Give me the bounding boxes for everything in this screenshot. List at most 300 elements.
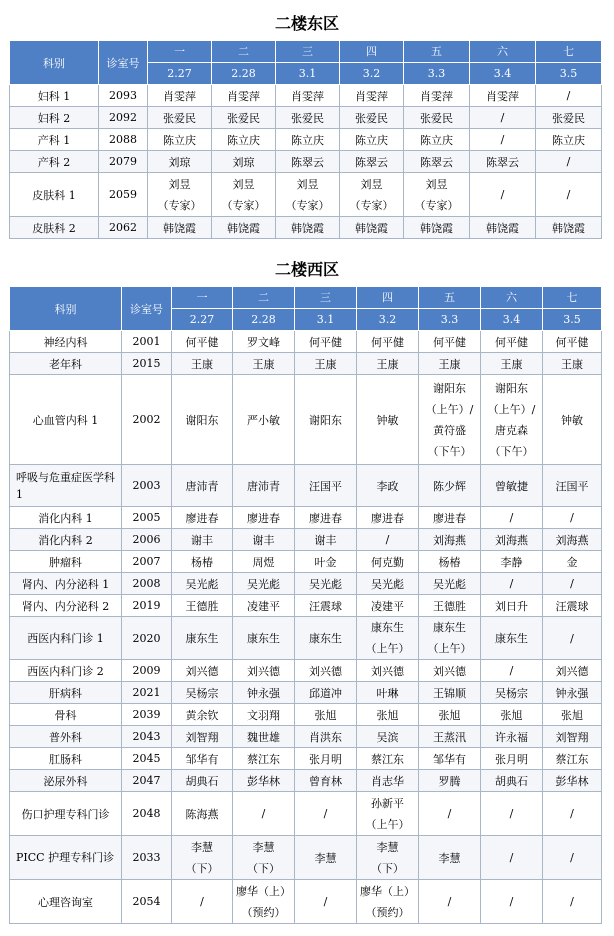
column-header-weekday: 六 xyxy=(470,41,536,63)
column-header-weekday: 五 xyxy=(404,41,470,63)
room-number-cell: 2054 xyxy=(122,880,172,924)
doctor-cell xyxy=(419,682,481,704)
doctor-cell-line: 钟敏 xyxy=(376,413,399,427)
dept-cell: PICC 护理专科门诊 xyxy=(10,836,122,880)
column-header-date: 3.3 xyxy=(419,309,481,331)
doctor-cell xyxy=(419,529,481,551)
doctor-cell xyxy=(481,573,543,595)
table-row xyxy=(10,353,602,375)
table-row xyxy=(10,107,602,129)
doctor-cell xyxy=(233,836,295,880)
doctor-cell-line: / xyxy=(570,511,574,524)
doctor-cell xyxy=(295,375,357,465)
column-header-weekday: 四 xyxy=(357,287,419,309)
dept-cell: 肾内、内分泌科 2 xyxy=(10,595,122,617)
doctor-cell-line: / xyxy=(500,188,505,201)
doctor-cell xyxy=(543,792,602,836)
doctor-cell xyxy=(481,660,543,682)
doctor-cell-line: 何平健 xyxy=(495,335,528,349)
table-row xyxy=(10,507,602,529)
dept-cell: 肝病科 xyxy=(10,682,122,704)
doctor-cell-line: 陈立庆 xyxy=(291,133,324,147)
doctor-cell-line: 金 xyxy=(566,555,578,569)
doctor-cell xyxy=(172,529,233,551)
doctor-cell-line: 谢丰 xyxy=(191,533,213,547)
doctor-cell-line: 韩饶霞 xyxy=(291,221,324,235)
dept-cell: 呼吸与危重症医学科 1 xyxy=(10,465,122,507)
doctor-cell xyxy=(233,792,295,836)
doctor-cell xyxy=(276,129,340,151)
doctor-cell xyxy=(295,465,357,507)
doctor-cell-line: 刘昱 xyxy=(232,177,255,191)
doctor-cell-line: 钟永强 xyxy=(247,686,280,700)
doctor-cell xyxy=(340,217,404,239)
doctor-cell-line: （下午） xyxy=(427,444,472,458)
column-header-weekday: 六 xyxy=(481,287,543,309)
doctor-cell xyxy=(172,551,233,573)
room-number-cell: 2005 xyxy=(122,507,172,529)
doctor-cell xyxy=(233,529,295,551)
doctor-cell-line: 王德胜 xyxy=(433,599,466,613)
column-header-date: 3.4 xyxy=(481,309,543,331)
doctor-cell-line: 廖进春 xyxy=(309,511,342,525)
doctor-cell xyxy=(481,551,543,573)
table-row xyxy=(10,173,602,217)
doctor-cell xyxy=(419,551,481,573)
room-number-cell: 2062 xyxy=(99,217,148,239)
doctor-cell xyxy=(172,331,233,353)
doctor-cell-line: 谢丰 xyxy=(252,533,275,547)
table-row xyxy=(10,85,602,107)
doctor-cell xyxy=(536,217,602,239)
doctor-cell xyxy=(419,595,481,617)
doctor-cell-line: 胡典石 xyxy=(495,774,528,788)
room-number-cell: 2045 xyxy=(122,748,172,770)
column-header-room: 诊室号 xyxy=(99,41,148,85)
doctor-cell-line: 吴滨 xyxy=(376,730,399,744)
west-schedule-table xyxy=(9,286,602,924)
doctor-cell xyxy=(276,151,340,173)
doctor-cell-line: 谢阳东 xyxy=(433,381,466,395)
column-header-date: 3.1 xyxy=(276,63,340,85)
doctor-cell xyxy=(357,529,419,551)
doctor-cell xyxy=(357,704,419,726)
doctor-cell-line: 刘海燕 xyxy=(433,533,466,547)
doctor-cell-line: / xyxy=(570,631,574,645)
doctor-cell-line: 刘兴德 xyxy=(185,664,219,678)
doctor-cell-line: 李慧 xyxy=(314,851,337,865)
dept-cell: 消化内科 2 xyxy=(10,529,122,551)
doctor-cell-line: 李慧 xyxy=(191,840,213,854)
table-row xyxy=(10,529,602,551)
doctor-cell-line: / xyxy=(200,895,204,908)
doctor-cell-line: 肖雯萍 xyxy=(420,89,453,103)
doctor-cell xyxy=(481,465,543,507)
doctor-cell-line: 罗腾 xyxy=(438,774,461,788)
doctor-cell xyxy=(357,465,419,507)
doctor-cell-line: 吴光彪 xyxy=(433,577,466,591)
doctor-cell-line: 陈立庆 xyxy=(163,133,196,147)
table-row xyxy=(10,217,602,239)
doctor-cell-line: 文羽翔 xyxy=(247,708,280,722)
doctor-cell-line: 谢阳东 xyxy=(309,413,342,427)
doctor-cell-line: 叶琳 xyxy=(376,686,399,700)
doctor-cell-line: 刘兴德 xyxy=(309,664,342,678)
doctor-cell-line: 张月明 xyxy=(495,752,528,766)
doctor-cell-line: 凌建平 xyxy=(371,599,404,613)
doctor-cell-line: 张旭 xyxy=(561,708,583,722)
doctor-cell xyxy=(357,660,419,682)
doctor-cell xyxy=(419,331,481,353)
room-number-cell: 2002 xyxy=(122,375,172,465)
doctor-cell xyxy=(543,551,602,573)
doctor-cell xyxy=(357,682,419,704)
room-number-cell: 2001 xyxy=(122,331,172,353)
doctor-cell xyxy=(295,507,357,529)
doctor-cell xyxy=(419,375,481,465)
doctor-cell xyxy=(295,836,357,880)
doctor-cell xyxy=(481,682,543,704)
doctor-cell xyxy=(340,85,404,107)
doctor-cell-line: 韩饶霞 xyxy=(552,221,585,235)
doctor-cell xyxy=(536,173,602,217)
doctor-cell xyxy=(357,726,419,748)
doctor-cell xyxy=(233,704,295,726)
doctor-cell xyxy=(357,507,419,529)
doctor-cell xyxy=(543,726,602,748)
doctor-cell-line: / xyxy=(385,533,390,546)
doctor-cell-line: （下） xyxy=(371,861,404,875)
doctor-cell-line: 韩饶霞 xyxy=(420,221,453,235)
doctor-cell-line: 罗文峰 xyxy=(247,335,280,349)
west-table-body xyxy=(10,331,602,924)
doctor-cell-line: 吴光彪 xyxy=(309,577,342,591)
doctor-cell xyxy=(419,617,481,660)
doctor-cell-line: （上午） xyxy=(365,817,410,831)
doctor-cell xyxy=(172,375,233,465)
doctor-cell xyxy=(543,573,602,595)
doctor-cell xyxy=(172,792,233,836)
doctor-cell-line: 谢阳东 xyxy=(185,413,219,427)
doctor-cell xyxy=(481,836,543,880)
dept-cell: 骨科 xyxy=(10,704,122,726)
doctor-cell xyxy=(172,880,233,924)
doctor-cell-line: 廖进春 xyxy=(433,511,466,525)
doctor-cell-line: 汪国平 xyxy=(555,479,589,493)
doctor-cell-line: 廖华（上） xyxy=(236,884,291,898)
doctor-cell xyxy=(543,353,602,375)
doctor-cell-line: 李慧 xyxy=(252,840,275,854)
dept-cell: 神经内科 xyxy=(10,331,122,353)
doctor-cell xyxy=(295,880,357,924)
room-number-cell: 2047 xyxy=(122,770,172,792)
doctor-cell-line: 钟永强 xyxy=(555,686,589,700)
doctor-cell xyxy=(295,617,357,660)
doctor-cell xyxy=(470,151,536,173)
doctor-cell xyxy=(212,151,276,173)
doctor-cell xyxy=(233,880,295,924)
doctor-cell-line: 韩饶霞 xyxy=(355,221,388,235)
doctor-cell xyxy=(419,660,481,682)
doctor-cell xyxy=(148,129,212,151)
doctor-cell-line: （上午）/ xyxy=(425,402,474,416)
doctor-cell-line: / xyxy=(570,895,574,908)
doctor-cell xyxy=(172,682,233,704)
room-number-cell: 2033 xyxy=(122,836,172,880)
column-header-weekday: 三 xyxy=(295,287,357,309)
doctor-cell-line: 韩饶霞 xyxy=(227,221,260,235)
doctor-cell xyxy=(419,880,481,924)
doctor-cell-line: 韩饶霞 xyxy=(163,221,196,235)
doctor-cell xyxy=(357,770,419,792)
doctor-cell-line: / xyxy=(509,895,514,908)
doctor-cell xyxy=(470,129,536,151)
doctor-cell xyxy=(233,660,295,682)
header-row xyxy=(10,287,602,309)
table-row xyxy=(10,748,602,770)
doctor-cell xyxy=(419,792,481,836)
doctor-cell-line: 曾敏捷 xyxy=(495,479,528,493)
doctor-cell-line: 廖进春 xyxy=(185,511,219,525)
column-header-date: 2.28 xyxy=(233,309,295,331)
doctor-cell xyxy=(233,507,295,529)
table-row xyxy=(10,129,602,151)
doctor-cell-line: 康东生 xyxy=(185,632,219,645)
doctor-cell-line: 钟敏 xyxy=(561,413,583,427)
doctor-cell xyxy=(233,595,295,617)
doctor-cell xyxy=(233,748,295,770)
dept-cell: 普外科 xyxy=(10,726,122,748)
doctor-cell-line: 张旭 xyxy=(500,708,523,722)
column-header-date: 3.1 xyxy=(295,309,357,331)
doctor-cell xyxy=(172,617,233,660)
doctor-cell-line: 蔡江东 xyxy=(371,752,404,766)
doctor-cell xyxy=(470,85,536,107)
doctor-cell-line: / xyxy=(261,807,266,820)
doctor-cell-line: / xyxy=(509,577,514,590)
doctor-cell-line: 刘昱 xyxy=(168,177,191,191)
doctor-cell xyxy=(543,836,602,880)
west-table-header xyxy=(10,287,602,331)
doctor-cell-line: 廖进春 xyxy=(371,511,404,525)
room-number-cell: 2039 xyxy=(122,704,172,726)
doctor-cell-line: 肖志华 xyxy=(371,774,404,788)
doctor-cell xyxy=(233,573,295,595)
room-number-cell: 2008 xyxy=(122,573,172,595)
doctor-cell xyxy=(481,507,543,529)
doctor-cell-line: 陈翠云 xyxy=(486,155,519,169)
doctor-cell-line: 陈立庆 xyxy=(227,133,260,147)
doctor-cell xyxy=(419,465,481,507)
dept-cell: 妇科 1 xyxy=(10,85,99,107)
table-row xyxy=(10,573,602,595)
doctor-cell-line: 王康 xyxy=(376,357,399,371)
doctor-cell-line: 肖雯萍 xyxy=(227,89,260,103)
table-row xyxy=(10,375,602,465)
doctor-cell xyxy=(295,529,357,551)
doctor-cell-line: （专家） xyxy=(349,198,394,212)
doctor-cell xyxy=(276,173,340,217)
doctor-cell xyxy=(543,748,602,770)
column-header-weekday: 二 xyxy=(233,287,295,309)
room-number-cell: 2092 xyxy=(99,107,148,129)
doctor-cell-line: 廖进春 xyxy=(247,511,280,525)
doctor-cell xyxy=(357,551,419,573)
doctor-cell-line: 李静 xyxy=(500,555,523,569)
doctor-cell-line: 王蒸汛 xyxy=(433,730,466,744)
doctor-cell-line: 何克勤 xyxy=(371,555,404,569)
doctor-cell-line: 吴光彪 xyxy=(371,577,404,591)
doctor-cell xyxy=(295,682,357,704)
doctor-cell-line: 周煜 xyxy=(252,555,275,569)
doctor-cell xyxy=(233,617,295,660)
doctor-cell xyxy=(404,129,470,151)
doctor-cell-line: 杨椿 xyxy=(438,555,461,569)
doctor-cell xyxy=(172,836,233,880)
doctor-cell xyxy=(276,85,340,107)
column-header-weekday: 一 xyxy=(172,287,233,309)
doctor-cell-line: 唐沛青 xyxy=(185,479,219,493)
doctor-cell-line: / xyxy=(509,851,514,864)
doctor-cell-line: 王康 xyxy=(191,357,213,371)
dept-cell: 消化内科 1 xyxy=(10,507,122,529)
doctor-cell xyxy=(340,129,404,151)
doctor-cell xyxy=(419,770,481,792)
doctor-cell-line: / xyxy=(500,111,505,124)
doctor-cell xyxy=(470,107,536,129)
east-table-header xyxy=(10,41,602,85)
doctor-cell-line: 蔡江东 xyxy=(247,752,280,766)
doctor-cell xyxy=(172,353,233,375)
table-row xyxy=(10,880,602,924)
doctor-cell-line: 陈立庆 xyxy=(420,133,453,147)
doctor-cell xyxy=(357,353,419,375)
doctor-cell xyxy=(481,617,543,660)
doctor-cell-line: / xyxy=(323,807,328,820)
doctor-cell-line: / xyxy=(509,807,514,820)
doctor-cell-line: 邱道冲 xyxy=(309,686,342,700)
doctor-cell-line: （预约） xyxy=(365,905,410,919)
doctor-cell xyxy=(357,880,419,924)
doctor-cell-line: （专家） xyxy=(221,198,266,212)
doctor-cell-line: （下） xyxy=(247,861,280,875)
doctor-cell-line: 李慧 xyxy=(438,851,461,865)
doctor-cell-line: 张旭 xyxy=(376,708,399,722)
doctor-cell xyxy=(233,331,295,353)
table-row xyxy=(10,465,602,507)
doctor-cell-line: 张爱民 xyxy=(420,111,453,125)
doctor-cell xyxy=(172,748,233,770)
room-number-cell: 2079 xyxy=(99,151,148,173)
doctor-cell-line: 刘昱 xyxy=(296,177,319,191)
doctor-cell-line: 刘日升 xyxy=(495,599,528,613)
doctor-cell xyxy=(543,682,602,704)
column-header-weekday: 七 xyxy=(536,41,602,63)
doctor-cell-line: 陈立庆 xyxy=(552,133,585,147)
doctor-cell-line: 刘海燕 xyxy=(555,533,589,547)
doctor-cell xyxy=(419,836,481,880)
doctor-cell xyxy=(295,595,357,617)
dept-cell: 老年科 xyxy=(10,353,122,375)
doctor-cell-line: 刘智翔 xyxy=(555,730,589,744)
doctor-cell-line: （专家） xyxy=(414,198,459,212)
doctor-cell-line: 刘兴德 xyxy=(433,664,466,678)
doctor-cell xyxy=(543,465,602,507)
doctor-cell-line: / xyxy=(566,188,571,201)
doctor-cell xyxy=(295,704,357,726)
doctor-cell-line: 王德胜 xyxy=(185,599,219,613)
doctor-cell-line: 张爱民 xyxy=(355,111,388,125)
doctor-cell-line: 何平健 xyxy=(555,335,589,349)
doctor-cell xyxy=(357,573,419,595)
doctor-cell xyxy=(536,107,602,129)
column-header-dept: 科别 xyxy=(10,41,99,85)
doctor-cell xyxy=(172,704,233,726)
doctor-cell-line: 康东生 xyxy=(371,621,404,634)
doctor-cell-line: 黄符盛 xyxy=(433,423,466,437)
doctor-cell xyxy=(419,726,481,748)
doctor-cell xyxy=(212,107,276,129)
doctor-cell-line: 刘智翔 xyxy=(185,730,219,744)
doctor-cell xyxy=(543,660,602,682)
doctor-cell-line: （下午） xyxy=(489,444,534,458)
doctor-cell xyxy=(340,107,404,129)
doctor-cell xyxy=(148,85,212,107)
doctor-cell-line: / xyxy=(566,89,571,102)
dept-cell: 产科 1 xyxy=(10,129,99,151)
doctor-cell-line: （上午） xyxy=(365,642,410,655)
doctor-cell xyxy=(172,507,233,529)
doctor-cell-line: 张旭 xyxy=(314,708,337,722)
doctor-cell xyxy=(419,507,481,529)
table-row xyxy=(10,770,602,792)
doctor-cell-line: 刘昱 xyxy=(425,177,448,191)
doctor-cell xyxy=(233,353,295,375)
doctor-cell xyxy=(172,660,233,682)
column-header-weekday: 四 xyxy=(340,41,404,63)
doctor-cell-line: 凌建平 xyxy=(247,599,280,613)
doctor-cell-line: / xyxy=(447,807,452,820)
dept-cell: 心血管内科 1 xyxy=(10,375,122,465)
doctor-cell-line: （预约） xyxy=(241,905,286,919)
doctor-cell-line: 彭华林 xyxy=(247,774,280,788)
doctor-cell xyxy=(172,726,233,748)
column-header-weekday: 二 xyxy=(212,41,276,63)
doctor-cell-line: （专家） xyxy=(285,198,330,212)
doctor-cell xyxy=(536,129,602,151)
doctor-cell-line: 陈翠云 xyxy=(355,155,388,169)
doctor-cell-line: 吴杨宗 xyxy=(185,686,219,700)
doctor-cell-line: 汪震球 xyxy=(309,599,342,613)
room-number-cell: 2021 xyxy=(122,682,172,704)
doctor-cell-line: 谢丰 xyxy=(314,533,337,547)
doctor-cell xyxy=(295,792,357,836)
doctor-cell xyxy=(172,770,233,792)
doctor-cell-line: 张旭 xyxy=(438,708,461,722)
doctor-cell-line: / xyxy=(570,851,574,864)
doctor-cell-line: 张爱民 xyxy=(227,111,260,125)
doctor-cell-line: / xyxy=(566,155,571,168)
doctor-cell-line: 孙新平 xyxy=(371,796,404,810)
dept-cell: 伤口护理专科门诊 xyxy=(10,792,122,836)
doctor-cell xyxy=(470,217,536,239)
table-row xyxy=(10,836,602,880)
table-row xyxy=(10,660,602,682)
doctor-cell xyxy=(212,173,276,217)
room-number-cell: 2009 xyxy=(122,660,172,682)
doctor-cell xyxy=(233,726,295,748)
table-row xyxy=(10,792,602,836)
